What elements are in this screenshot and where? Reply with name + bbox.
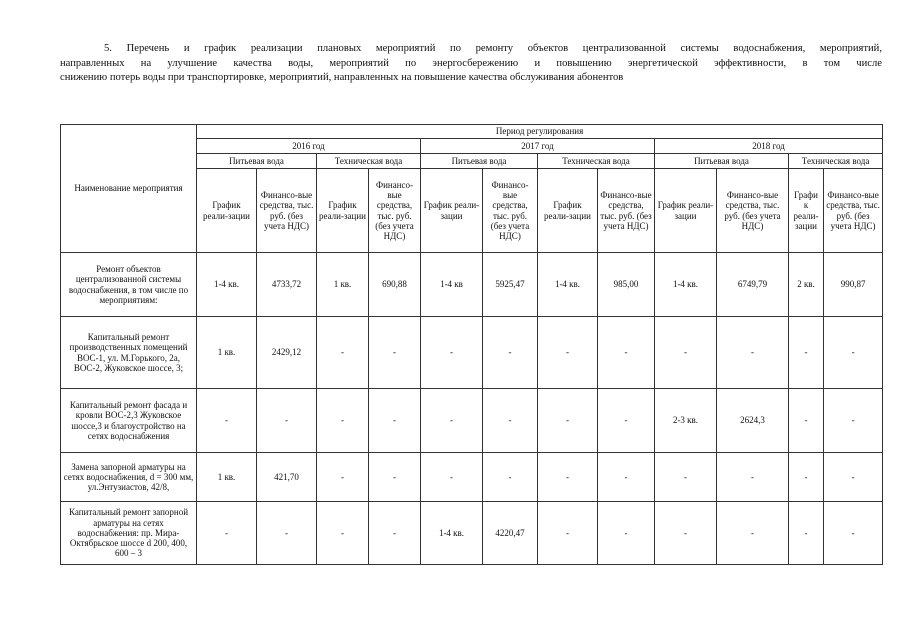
header-schedule: График реали-зации (197, 169, 257, 253)
funds-cell: - (483, 317, 538, 389)
funds-cell: - (257, 502, 317, 565)
schedule-cell: - (789, 453, 824, 502)
funds-cell: - (483, 453, 538, 502)
funds-cell: 4220,47 (483, 502, 538, 565)
schedule-cell: - (317, 389, 369, 453)
schedule-cell: - (538, 502, 598, 565)
header-water-type: Питьевая вода (655, 154, 789, 169)
header-water-type: Техническая вода (538, 154, 655, 169)
header-schedule: График реали-зации (421, 169, 483, 253)
schedule-cell: - (655, 317, 717, 389)
header-funds: Финансо-вые средства, тыс. руб. (без учета НДС) (257, 169, 317, 253)
funds-cell: - (717, 502, 789, 565)
schedule-cell: - (655, 502, 717, 565)
heading-line-2: направленных на улучшение качества воды, мероприятий по энергосбережению и повышению энергетической эффективности, в том числе (60, 57, 882, 69)
schedule-cell: 1-4 кв (421, 253, 483, 317)
schedule-cell: 1 кв. (197, 453, 257, 502)
funds-cell: 2429,12 (257, 317, 317, 389)
heading-line-1: 5. Перечень и график реализации плановых мероприятий по ремонту объектов централизованной системы водоснабжения, мероприятий, (104, 43, 882, 54)
schedule-cell: - (197, 502, 257, 565)
schedule-cell: - (421, 453, 483, 502)
schedule-cell: 1-4 кв. (538, 253, 598, 317)
schedule-cell: - (197, 389, 257, 453)
funds-cell: 4733,72 (257, 253, 317, 317)
header-water-type: Техническая вода (789, 154, 883, 169)
funds-cell: 985,00 (598, 253, 655, 317)
header-funds: Финансо-вые средства, тыс. руб. (без учета НДС) (824, 169, 883, 253)
funds-cell: 2624,3 (717, 389, 789, 453)
schedule-cell: - (317, 453, 369, 502)
schedule-cell: - (421, 389, 483, 453)
funds-cell: - (257, 389, 317, 453)
header-schedule: Графи к реали-зации (789, 169, 824, 253)
funds-cell: - (598, 502, 655, 565)
funds-cell: - (824, 389, 883, 453)
funds-cell: - (598, 389, 655, 453)
funds-cell: - (717, 453, 789, 502)
schedule-cell: 1-4 кв. (421, 502, 483, 565)
schedule-cell: 1-4 кв. (655, 253, 717, 317)
header-water-type: Питьевая вода (421, 154, 538, 169)
funds-cell: - (369, 502, 421, 565)
header-name-cell: Наименование мероприятия (61, 125, 197, 253)
funds-cell: - (824, 317, 883, 389)
schedule-cell: - (655, 453, 717, 502)
funds-cell: 690,88 (369, 253, 421, 317)
schedule-cell: 1 кв. (317, 253, 369, 317)
schedule-cell: - (317, 502, 369, 565)
plan-table (60, 124, 883, 565)
header-water-type: Питьевая вода (197, 154, 317, 169)
table-row (61, 453, 883, 502)
header-funds: Финансо-вые средства, тыс. руб. (без учета НДС) (717, 169, 789, 253)
table-row (61, 253, 883, 317)
header-funds: Финансо-вые средства, тыс. руб. (без учета НДС) (598, 169, 655, 253)
section-heading (60, 42, 882, 86)
row-name: Ремонт объектов централизованной системы водоснабжения, в том числе по мероприятиям: (61, 253, 197, 317)
schedule-cell: 1 кв. (197, 317, 257, 389)
schedule-cell: - (421, 317, 483, 389)
funds-cell: - (824, 453, 883, 502)
row-name: Капитальный ремонт запорной арматуры на сетях водоснабжения: пр. Мира-Октябрьское шоссе d 200, 400, 600 – 3 (61, 502, 197, 565)
funds-cell: - (369, 317, 421, 389)
schedule-cell: - (538, 389, 598, 453)
header-funds: Финансо-вые средства, тыс. руб. (без учета НДС) (369, 169, 421, 253)
schedule-cell: - (789, 389, 824, 453)
schedule-cell: 2 кв. (789, 253, 824, 317)
header-year: 2016 год (197, 139, 421, 154)
funds-cell: 421,70 (257, 453, 317, 502)
schedule-cell: 1-4 кв. (197, 253, 257, 317)
header-water-type: Техническая вода (317, 154, 421, 169)
header-schedule: График реали-зации (538, 169, 598, 253)
header-year: 2018 год (655, 139, 883, 154)
heading-line-3: снижению потерь воды при транспортировке, мероприятий, направленных на повышение качества обслуживания абонентов (60, 72, 624, 83)
funds-cell: - (369, 389, 421, 453)
schedule-cell: - (538, 453, 598, 502)
funds-cell: - (717, 317, 789, 389)
schedule-cell: - (789, 317, 824, 389)
header-year: 2017 год (421, 139, 655, 154)
header-funds: Финансо-вые средства, тыс. руб. (без учета НДС) (483, 169, 538, 253)
schedule-cell: 2-3 кв. (655, 389, 717, 453)
funds-cell: - (598, 317, 655, 389)
funds-cell: 990,87 (824, 253, 883, 317)
schedule-cell: - (789, 502, 824, 565)
funds-cell: - (369, 453, 421, 502)
header-period: Период регулирования (197, 125, 883, 139)
funds-cell: - (598, 453, 655, 502)
table-row (61, 389, 883, 453)
schedule-cell: - (538, 317, 598, 389)
funds-cell: - (824, 502, 883, 565)
table-row (61, 317, 883, 389)
header-schedule: График реали-зации (317, 169, 369, 253)
row-name: Капитальный ремонт фасада и кровли ВОС-2,3 Жуковское шоссе,3 и благоустройство на сетях водоснабжения (61, 389, 197, 453)
row-name: Капитальный ремонт производственных помещений ВОС-1, ул. М.Горького, 2а, ВОС-2, Жуковское шоссе, 3; (61, 317, 197, 389)
table-row (61, 502, 883, 565)
funds-cell: 6749,79 (717, 253, 789, 317)
funds-cell: 5925,47 (483, 253, 538, 317)
row-name: Замена запорной арматуры на сетях водоснабжения, d = 300 мм, ул.Энтузиастов, 42/8, (61, 453, 197, 502)
funds-cell: - (483, 389, 538, 453)
header-schedule: График реали-зации (655, 169, 717, 253)
schedule-cell: - (317, 317, 369, 389)
